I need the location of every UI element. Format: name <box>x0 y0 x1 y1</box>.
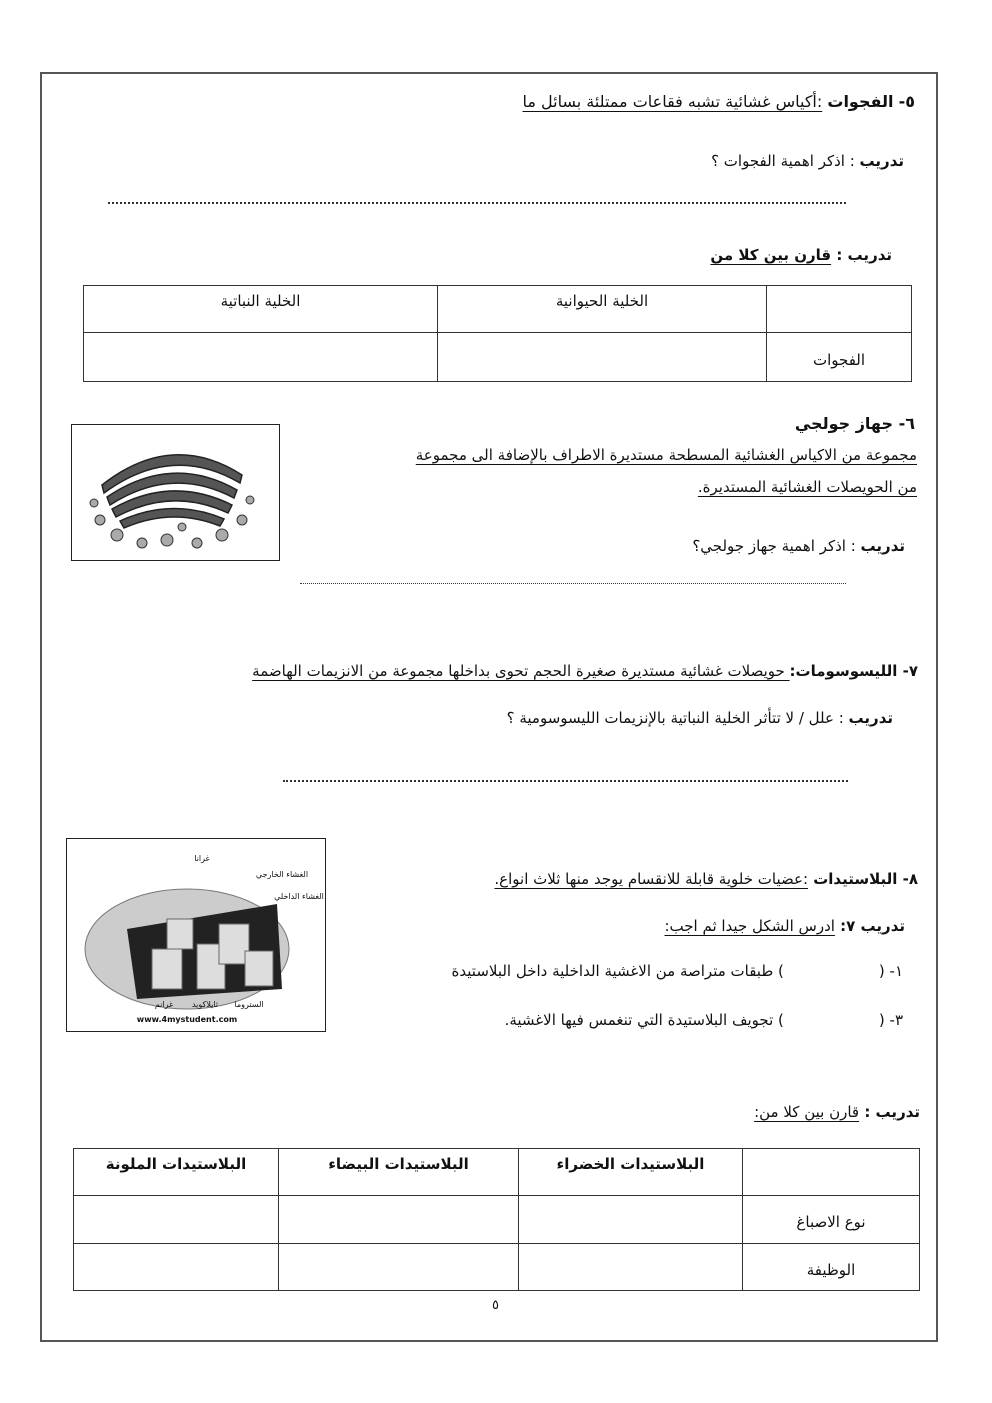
item-number: ١- ( <box>878 962 903 980</box>
header-cell: الخلية النباتية <box>84 286 438 333</box>
header-cell: البلاستيدات البيضاء <box>279 1149 519 1196</box>
plastids-item-1 <box>452 962 903 980</box>
section-title: ٧- الليسوسومات: <box>789 662 918 680</box>
compare1-heading <box>710 246 892 264</box>
lysosomes-heading <box>252 662 918 680</box>
exercise-text: : اذكر اهمية جهاز جولجي؟ <box>692 537 861 555</box>
golgi-image <box>71 424 280 561</box>
row-label: نوع الاصباغ <box>743 1196 920 1244</box>
label-thylakoid: ثايلاكويد <box>191 1000 219 1009</box>
answer-cell[interactable] <box>84 333 438 382</box>
section-title: الفجوات <box>827 92 894 111</box>
section-definition: :أكياس غشائية تشبه فقاعات ممتلئة بسائل ما <box>522 92 823 111</box>
section-title: ٨- البلاستيدات <box>808 870 918 888</box>
label-grana: غرانا <box>194 854 210 863</box>
answer-line[interactable] <box>108 202 846 204</box>
vacuoles-exercise <box>711 152 904 170</box>
answer-line[interactable] <box>300 583 846 584</box>
section-number: ٥- <box>898 92 915 111</box>
exercise-text: قارن بين كلا من: <box>754 1103 860 1121</box>
golgi-heading: ٦- جهاز جولجي <box>794 414 915 433</box>
item-text: ) طبقات متراصة من الاغشية الداخلية داخل البلاستيدة <box>451 962 784 980</box>
exercise-text: ادرس الشكل جيدا ثم اجب: <box>664 917 835 935</box>
answer-cell[interactable] <box>519 1196 743 1244</box>
plastids-exercise <box>664 917 905 935</box>
answer-cell[interactable] <box>279 1196 519 1244</box>
golgi-exercise <box>692 537 905 555</box>
plastids-item-3 <box>505 1011 903 1029</box>
vacuoles-heading <box>522 92 915 111</box>
section-definition: حويصلات غشائية مستديرة صغيرة الحجم تحوى بداخلها مجموعة من الانزيمات الهاضمة <box>252 662 790 680</box>
header-cell: الخلية الحيوانية <box>438 286 767 333</box>
item-number: ٣- ( <box>878 1011 903 1029</box>
exercise-label: تدريب <box>859 152 904 170</box>
exercise-label: تدريب : <box>859 1103 920 1121</box>
compare-table-vacuoles <box>83 285 912 382</box>
answer-cell[interactable] <box>74 1244 279 1291</box>
header-cell <box>743 1149 920 1196</box>
golgi-definition-line2: من الحويصلات الغشائية المستديرة. <box>697 478 917 496</box>
section-definition: :عضيات خلوية قابلة للانقسام يوجد منها ثلاث انواع. <box>494 870 808 888</box>
answer-line[interactable] <box>283 780 848 782</box>
exercise-text: : اذكر اهمية الفجوات ؟ <box>711 152 860 170</box>
figure-watermark: www.4mystudent.com <box>136 1015 238 1024</box>
header-cell: البلاستيدات الخضراء <box>519 1149 743 1196</box>
exercise-label: تدريب ٧: <box>834 917 905 935</box>
row-label: الوظيفة <box>743 1244 920 1291</box>
header-cell: البلاستيدات الملونة <box>74 1149 279 1196</box>
golgi-definition-line1: مجموعة من الاكياس الغشائية المسطحة مستديرة الاطراف بالإضافة الى مجموعة <box>415 446 917 464</box>
header-cell <box>767 286 912 333</box>
exercise-text: قارن بين كلا من <box>710 246 832 264</box>
row-label: الفجوات <box>767 333 912 382</box>
label-stroma: الستروما <box>234 1000 264 1009</box>
lysosomes-exercise <box>507 709 893 727</box>
exercise-text: : علل / لا تتأثر الخلية النباتية بالإنزيمات الليسوسومية ؟ <box>506 709 849 727</box>
chloroplast-image <box>66 838 326 1032</box>
label-granum: غرانم <box>154 1000 174 1009</box>
compare2-heading <box>754 1103 920 1121</box>
exercise-label: تدريب : <box>831 246 892 264</box>
compare-table-plastids <box>73 1148 920 1291</box>
plastids-heading <box>494 870 918 888</box>
label-outer-membrane: الغشاء الخارجي <box>255 870 309 879</box>
answer-cell[interactable] <box>279 1244 519 1291</box>
answer-cell[interactable] <box>519 1244 743 1291</box>
item-text: ) تجويف البلاستيدة التي تنغمس فيها الاغشية. <box>504 1011 784 1029</box>
label-inner-membrane: الغشاء الداخلي <box>274 892 324 901</box>
page-number: ٥ <box>492 1298 499 1313</box>
answer-cell[interactable] <box>438 333 767 382</box>
answer-cell[interactable] <box>74 1196 279 1244</box>
exercise-label: تدريب <box>848 709 893 727</box>
exercise-label: تدريب <box>860 537 905 555</box>
